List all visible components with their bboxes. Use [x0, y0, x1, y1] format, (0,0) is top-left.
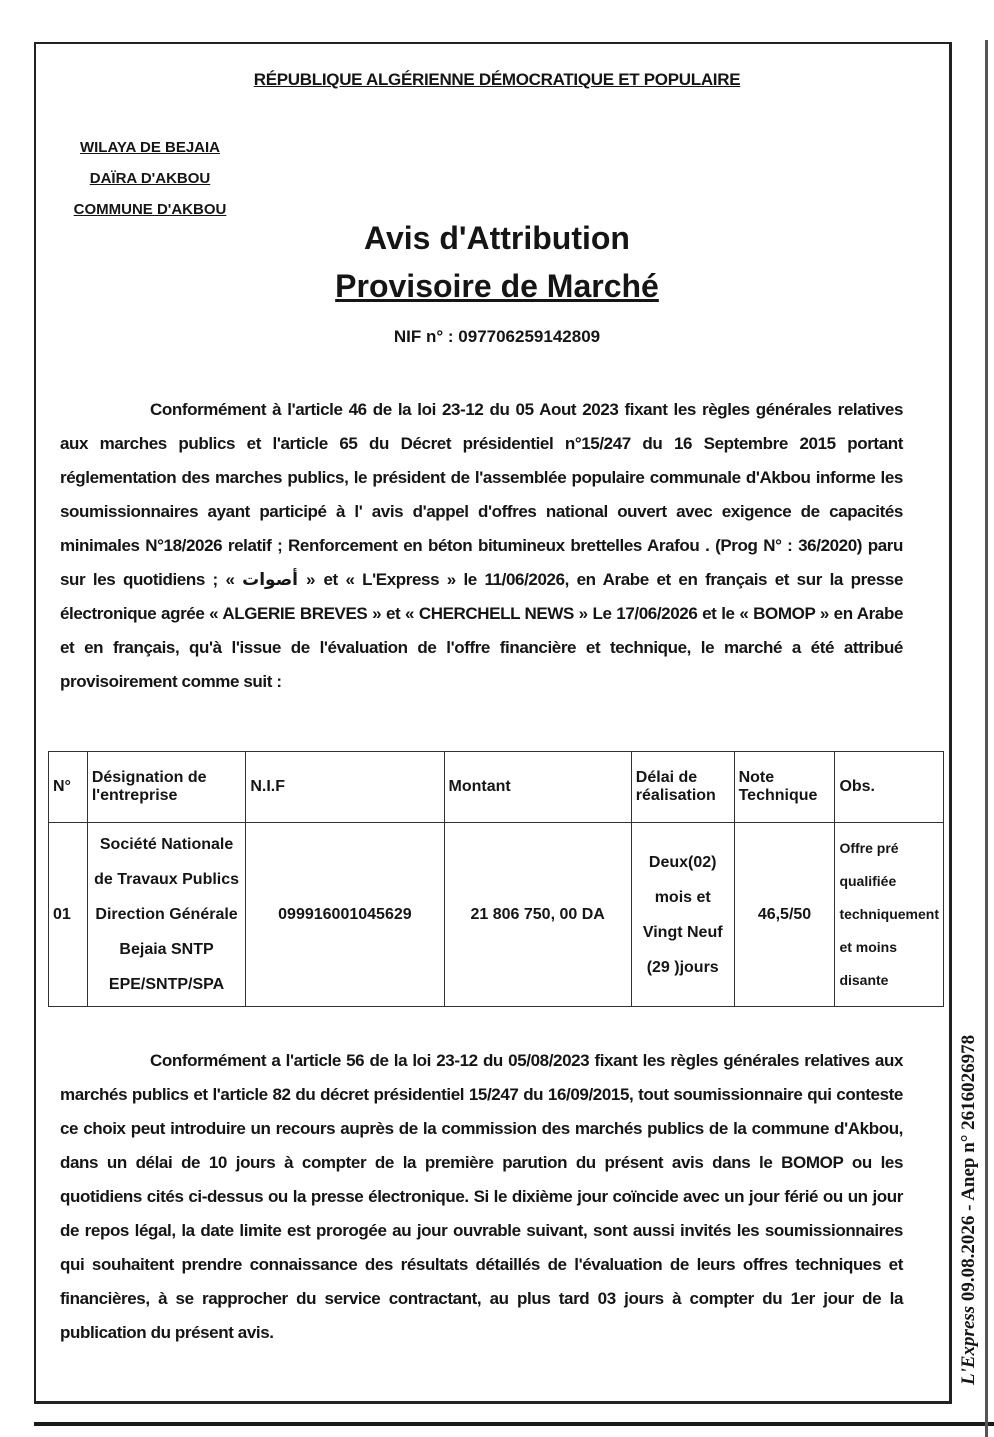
cell-note: 46,5/50: [734, 823, 835, 1007]
cell-no: 01: [49, 823, 88, 1007]
bottom-rule: [34, 1422, 994, 1426]
right-rule: [985, 40, 988, 1437]
cell-montant: 21 806 750, 00 DA: [444, 823, 631, 1007]
publication-reference: [958, 1035, 980, 1385]
daira-label: DAÏRA D'AKBOU: [89, 170, 211, 187]
header-no: N°: [49, 752, 88, 823]
republic-heading: RÉPUBLIQUE ALGÉRIENNE DÉMOCRATIQUE ET POPULAIRE: [253, 70, 741, 89]
header-montant: Montant: [444, 752, 631, 823]
wilaya-label: WILAYA DE BEJAIA: [79, 139, 221, 156]
cell-delai: Deux(02) mois et Vingt Neuf (29 )jours: [631, 823, 734, 1007]
cell-obs: Offre pré qualifiée techniquement et moins disante: [835, 823, 944, 1007]
notice-subtitle: Provisoire de Marché: [335, 268, 659, 304]
cell-designation: Société Nationale de Travaux Publics Direction Générale Bejaia SNTP EPE/SNTP/SPA: [87, 823, 246, 1007]
cell-nif: 099916001045629: [246, 823, 444, 1007]
header-designation: Désignation de l'entreprise: [87, 752, 246, 823]
commune-label: COMMUNE D'AKBOU: [73, 201, 227, 218]
table-row: [49, 823, 944, 1007]
header-nif: N.I.F: [246, 752, 444, 823]
nif-number: NIF n° : 097706259142809: [393, 327, 601, 346]
header-note: Note Technique: [734, 752, 835, 823]
publication-name: L'Express: [958, 1305, 979, 1385]
attribution-table: [48, 751, 944, 1007]
table-header-row: [49, 752, 944, 823]
publication-ref-number: 09.08.2026 - Anep n° 2616026978: [958, 1034, 979, 1306]
appeal-paragraph: Conformément a l'article 56 de la loi 23-12 du 05/08/2023 fixant les règles générales relatives aux marchés publics et l'article 82 du décret présidentiel 15/247 du 16/09/2015, tout soumissionnaire qui conteste ce choix peut introduire un recours auprès de la commission des marchés publics de la commune d'Akbou, dans un délai de 10 jours à compter de la première parution du présent avis dans le BOMOP ou les quotidiens cités ci-dessus ou la presse électronique. Si le dixième jour coïncide avec un jour férié ou un jour de repos légal, la date limite est prorogée au jour ouvrable suivant, sont aussi invités les soumissionnaires qui souhaitent prendre connaissance des résultats détaillés de l'évaluation de leurs offres techniques et financières, à se rapprocher du service contractant, au plus tard 03 jours à compter du 1er jour de la publication du présent avis.: [60, 1051, 903, 1342]
notice-title: Avis d'Attribution: [364, 220, 630, 256]
intro-paragraph: Conformément à l'article 46 de la loi 23-12 du 05 Aout 2023 fixant les règles générales relatives aux marches publics et l'article 65 du Décret présidentiel n°15/247 du 16 Septembre 2015 portant réglementation des marches publics, le président de l'assemblée populaire communale d'Akbou informe les soumissionnaires ayant participé à l' avis d'appel d'offres national ouvert avec exigence de capacités minimales N°18/2026 relatif ; Renforcement en béton bitumineux brettelles Arafou . (Prog N° : 36/2020) paru sur les quotidiens ; « أصوات » et « L'Express » le 11/06/2026, en Arabe et en français et sur la presse électronique agrée « ALGERIE BREVES » et « CHERCHELL NEWS » Le 17/06/2026 et le « BOMOP » en Arabe et en français, qu'à l'issue de l'évaluation de l'offre financière et technique, le marché a été attribué provisoirement comme suit :: [60, 400, 904, 691]
header-obs: Obs.: [835, 752, 944, 823]
administration-block: [60, 132, 240, 225]
header-delai: Délai de réalisation: [631, 752, 734, 823]
